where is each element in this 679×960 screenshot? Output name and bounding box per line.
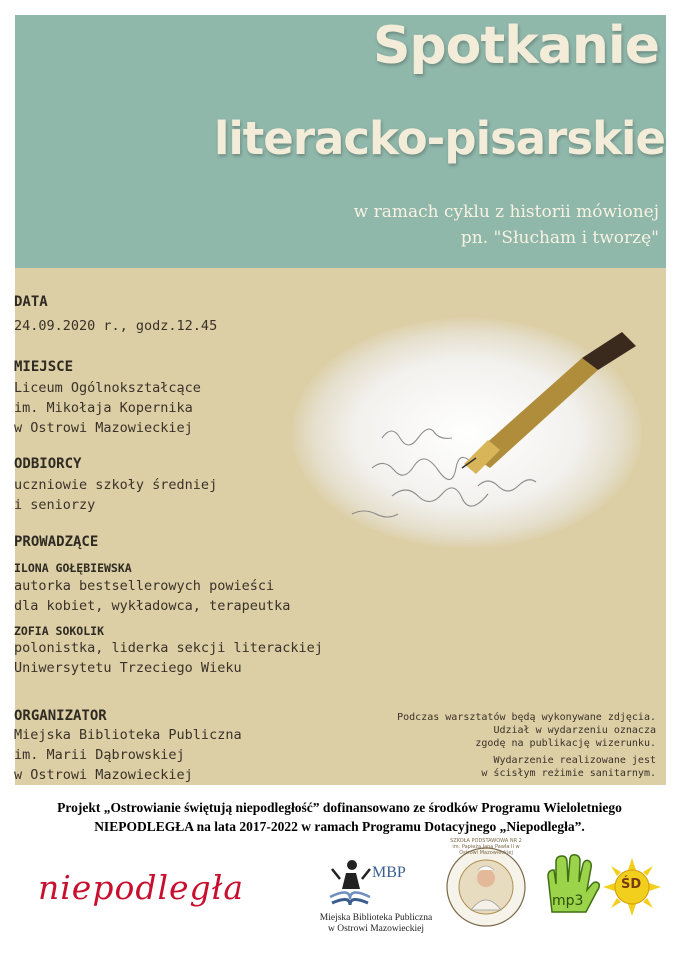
photo-note-line-3: zgodę na publikację wizerunku. (475, 738, 656, 749)
poster-subtitle-line1: w ramach cyklu z historii mówionej (353, 202, 659, 222)
mbp-logo-caption (316, 913, 436, 935)
host-2-line-1: polonistka, liderka sekcji literackiej (14, 640, 323, 656)
fountain-pen-icon (292, 318, 642, 548)
mbp-logo-title: MBP (372, 864, 406, 881)
host-1-line-1: autorka bestsellerowych powieści (14, 578, 275, 594)
host-1-name: ILONA GOŁĘBIEWSKA (14, 561, 132, 575)
photo-note-line-2: Udział w wydarzeniu oznacza (493, 725, 656, 736)
footer-line-1: Projekt „Ostrowianie świętują niepodległość” dofinansowano ze środków Programu Wieloletniego (57, 800, 622, 815)
sanitary-note-line-1: Wydarzenie realizowane jest (493, 755, 656, 766)
host-2-line-2: Uniwersytetu Trzeciego Wieku (14, 660, 242, 676)
school-seal-text: SZKOŁA PODSTAWOWA NR 2 im. Papieża Jana Pawła II w Ostrowi Mazowieckiej (450, 838, 522, 856)
place-line-2: im. Mikołaja Kopernika (14, 400, 193, 416)
organizer-label: ORGANIZATOR (14, 708, 107, 724)
poster-title-line1: Spotkanie (372, 16, 659, 76)
mbp-caption-line-2: w Ostrowi Mazowieckiej (327, 924, 425, 934)
school-seal-logo-icon (445, 846, 527, 928)
hosts-label: PROWADZĄCE (14, 534, 99, 550)
host-2-name: ZOFIA SOKOLIK (14, 624, 105, 638)
photo-note-line-1: Podczas warsztatów będą wykonywane zdjęcia. (397, 712, 656, 723)
poster-title-line2: literacko-pisarskie (213, 112, 665, 165)
organizer-line-2: im. Marii Dąbrowskiej (14, 747, 185, 763)
organizer-line-1: Miejska Biblioteka Publiczna (14, 727, 242, 743)
footer-line-2: NIEPODLEGŁA na lata 2017-2022 w ramach Programu Dotacyjnego „Niepodległa”. (94, 819, 585, 834)
mbp-book-logo-icon (326, 855, 374, 911)
sanitary-note-line-2: w ścisłym reżimie sanitarnym. (481, 768, 656, 779)
sd-label: ŚD (621, 877, 642, 892)
audience-line-1: uczniowie szkoły średniej (14, 477, 218, 493)
date-value: 24.09.2020 r., godz.12.45 (14, 318, 218, 334)
audience-label: ODBIORCY (14, 456, 82, 472)
mbp-caption-line-1: Miejska Biblioteka Publiczna (319, 913, 433, 923)
place-line-1: Liceum Ogólnokształcące (14, 380, 201, 396)
poster-subtitle-line2: pn. "Słucham i tworzę" (460, 228, 659, 248)
host-1-line-2: dla kobiet, wykładowca, terapeutka (14, 598, 291, 614)
organizer-line-3: w Ostrowi Mazowieckiej (14, 767, 193, 783)
mp3-label: mp3 (552, 893, 584, 909)
place-line-3: w Ostrowi Mazowieckiej (14, 420, 193, 436)
place-label: MIEJSCE (14, 359, 74, 375)
niepodlegla-logo: niepodległa (38, 868, 245, 907)
audience-line-2: i seniorzy (14, 497, 96, 513)
date-label: DATA (14, 294, 48, 310)
